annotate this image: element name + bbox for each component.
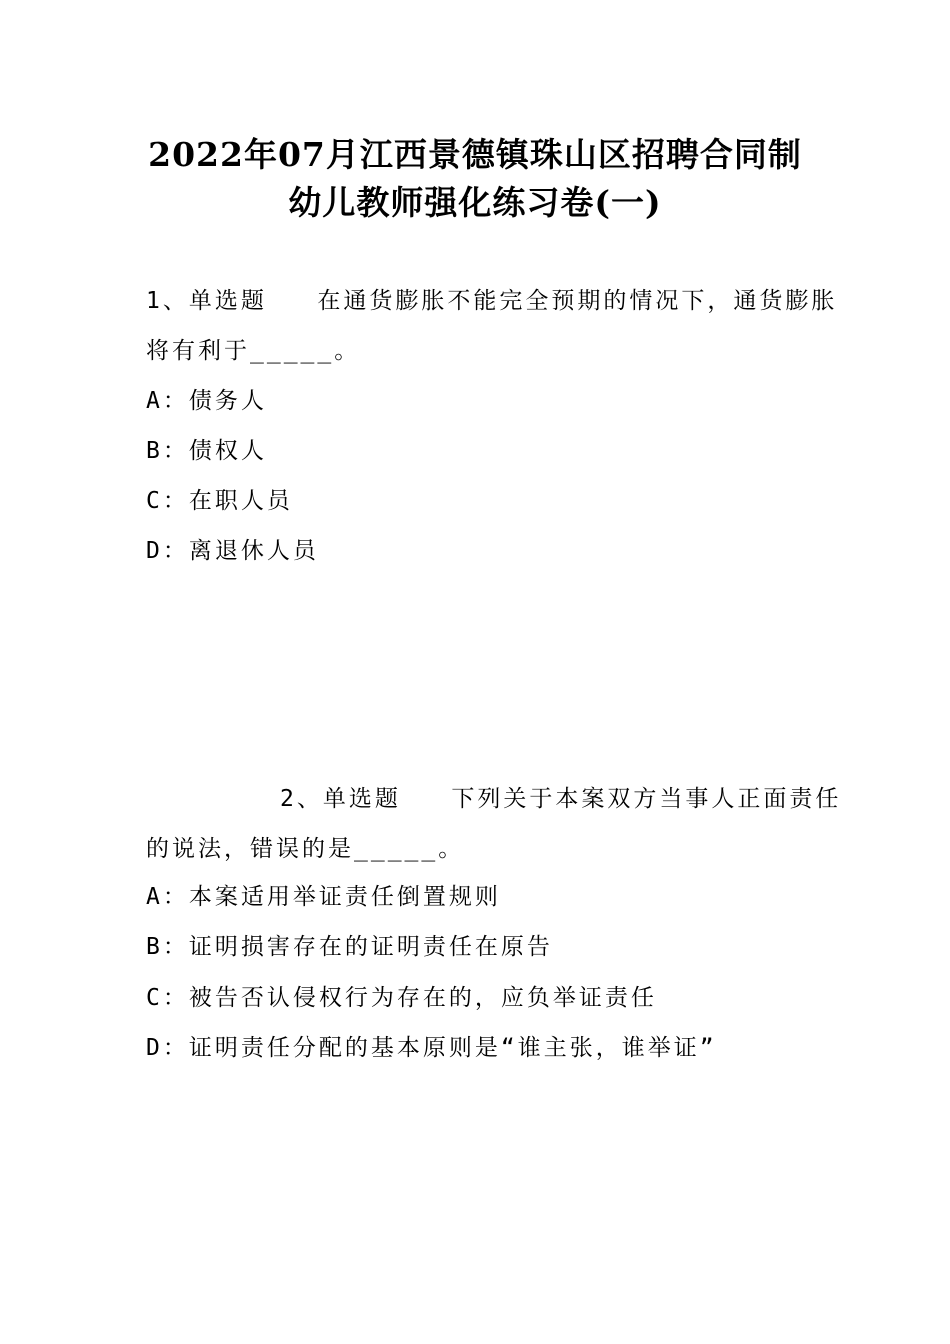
question-2-option-d: D：证明责任分配的基本原则是“谁主张，谁举证” (146, 1035, 717, 1061)
question-2-stem-line-1: 2、单选题 下列关于本案双方当事人正面责任 (280, 786, 842, 812)
question-1-option-b: B：债权人 (146, 438, 267, 464)
question-1-option-c: C：在职人员 (146, 488, 293, 514)
question-1-stem-line-1: 1、单选题 在通货膨胀不能完全预期的情况下，通货膨胀 (146, 288, 838, 314)
document-title-line-1: 2022年07月江西景德镇珠山区招聘合同制 (148, 135, 802, 174)
question-2-option-a: A：本案适用举证责任倒置规则 (146, 884, 501, 910)
document-title-line-2: 幼儿教师强化练习卷(一) (288, 183, 662, 222)
question-1-option-a: A：债务人 (146, 388, 267, 414)
question-1-option-d: D：离退休人员 (146, 538, 319, 564)
question-2-option-b: B：证明损害存在的证明责任在原告 (146, 934, 553, 960)
question-2-option-c: C：被告否认侵权行为存在的，应负举证责任 (146, 985, 657, 1011)
question-2-stem-line-2: 的说法，错误的是_____。 (146, 836, 465, 862)
question-1-stem-line-2: 将有利于_____。 (146, 338, 361, 364)
